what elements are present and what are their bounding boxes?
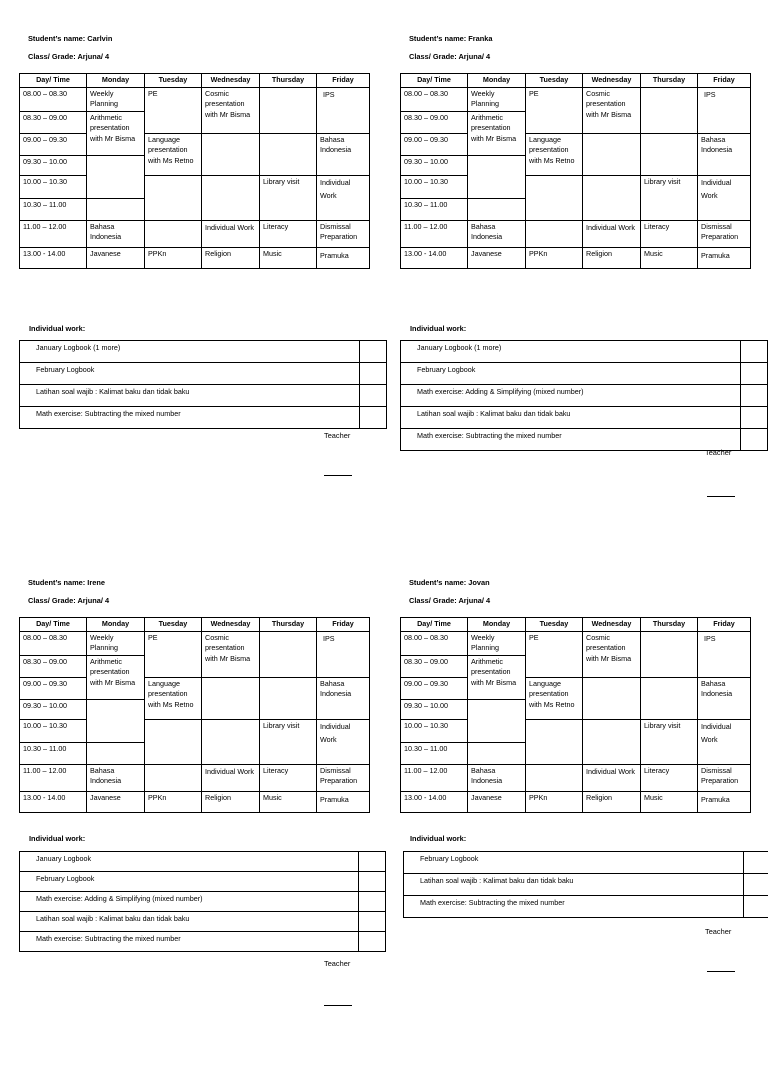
monday-cell <box>468 742 526 764</box>
work-item-row <box>401 341 768 363</box>
wednesday-cell: Religion <box>583 247 641 268</box>
teacher-label: Teacher <box>324 959 350 968</box>
work-item-row <box>401 385 768 407</box>
time-slot: 09.30 – 10.00 <box>401 155 468 175</box>
col-header-thursday: Thursday <box>641 618 698 632</box>
wednesday-cell: Individual Work <box>202 220 260 247</box>
class-grade-label: Class/ Grade: <box>409 52 458 61</box>
friday-cell: Dismissal Preparation <box>317 764 370 791</box>
work-item-checkbox[interactable] <box>360 341 387 363</box>
student-name-label: Student’s name: <box>28 34 87 43</box>
time-slot: 10.00 – 10.30 <box>20 719 87 742</box>
tuesday-cell: PPKn <box>526 791 583 812</box>
time-slot: 09.30 – 10.00 <box>401 699 468 719</box>
col-header-monday: Monday <box>468 74 526 88</box>
work-item-checkbox[interactable] <box>741 363 768 385</box>
monday-cell: Bahasa Indonesia <box>87 764 145 791</box>
schedule-row <box>401 677 751 699</box>
time-slot: 10.30 – 11.00 <box>20 742 87 764</box>
work-item-row <box>401 363 768 385</box>
time-slot: 11.00 – 12.00 <box>20 764 87 791</box>
work-item-checkbox[interactable] <box>744 852 768 874</box>
tuesday-cell <box>526 719 583 764</box>
schedule-row <box>401 791 751 812</box>
col-header-day-time: Day/ Time <box>401 74 468 88</box>
schedule-row <box>20 677 370 699</box>
teacher-signature-line <box>324 475 352 476</box>
work-item-row <box>20 892 386 912</box>
time-slot: 13.00 - 14.00 <box>401 247 468 268</box>
work-item-label: Math exercise: Subtracting the mixed number <box>20 932 359 952</box>
work-item-checkbox[interactable] <box>359 912 386 932</box>
time-slot: 10.00 – 10.30 <box>401 719 468 742</box>
friday-cell: Pramuka <box>698 791 751 812</box>
monday-cell: Bahasa Indonesia <box>468 220 526 247</box>
friday-cell: Dismissal Preparation <box>698 220 751 247</box>
tuesday-cell: Language presentation with Ms Retno <box>145 133 202 175</box>
work-item-checkbox[interactable] <box>360 363 387 385</box>
col-header-wednesday: Wednesday <box>583 74 641 88</box>
schedule-row <box>401 88 751 112</box>
schedule-row <box>20 719 370 742</box>
weekly-schedule-table <box>400 617 751 813</box>
friday-cell: Bahasa Indonesia <box>317 677 370 719</box>
student-name-line <box>28 578 105 587</box>
work-item-label: January Logbook (1 more) <box>401 341 741 363</box>
schedule-row <box>20 175 370 198</box>
wednesday-cell: Religion <box>202 791 260 812</box>
friday-cell: Pramuka <box>317 791 370 812</box>
work-item-label: Math exercise: Adding & Simplifying (mixed number) <box>401 385 741 407</box>
student-card <box>400 34 768 524</box>
individual-work-table <box>19 851 386 952</box>
class-grade-line <box>28 52 109 61</box>
weekly-schedule-table <box>19 617 370 813</box>
thursday-cell: Music <box>641 791 698 812</box>
schedule-header-row <box>401 74 751 88</box>
work-item-row <box>20 341 387 363</box>
friday-cell: IPS <box>698 88 751 134</box>
wednesday-cell: Cosmic presentation with Mr Bisma <box>202 632 260 678</box>
schedule-row <box>401 632 751 656</box>
schedule-row <box>401 175 751 198</box>
friday-cell: Individual Work <box>317 719 370 764</box>
monday-cell <box>87 198 145 220</box>
time-slot: 09.30 – 10.00 <box>20 699 87 719</box>
schedule-row <box>20 764 370 791</box>
monday-cell: Arithmetic presentation with Mr Bisma <box>87 655 145 699</box>
col-header-monday: Monday <box>468 618 526 632</box>
thursday-cell: Library visit <box>260 175 317 220</box>
schedule-row <box>20 88 370 112</box>
tuesday-cell: PE <box>526 88 583 134</box>
class-grade-line <box>28 596 109 605</box>
class-grade: Arjuna/ 4 <box>458 52 490 61</box>
col-header-friday: Friday <box>698 74 751 88</box>
time-slot: 08.30 – 09.00 <box>20 655 87 677</box>
thursday-cell <box>260 133 317 175</box>
time-slot: 10.00 – 10.30 <box>401 175 468 198</box>
monday-cell: Arithmetic presentation with Mr Bisma <box>468 111 526 155</box>
thursday-cell <box>641 88 698 134</box>
col-header-friday: Friday <box>698 618 751 632</box>
student-name-line <box>409 34 493 43</box>
work-item-checkbox[interactable] <box>360 407 387 429</box>
thursday-cell: Literacy <box>641 764 698 791</box>
time-slot: 09.30 – 10.00 <box>20 155 87 175</box>
class-grade-line <box>409 52 490 61</box>
thursday-cell: Literacy <box>641 220 698 247</box>
schedule-header-row <box>401 618 751 632</box>
col-header-friday: Friday <box>317 74 370 88</box>
work-item-label: Latihan soal wajib : Kalimat baku dan tidak baku <box>401 407 741 429</box>
schedule-row <box>401 764 751 791</box>
col-header-thursday: Thursday <box>260 618 317 632</box>
friday-cell: Individual Work <box>698 175 751 220</box>
monday-cell: Javanese <box>468 247 526 268</box>
work-item-checkbox[interactable] <box>741 385 768 407</box>
col-header-tuesday: Tuesday <box>526 618 583 632</box>
teacher-signature-line <box>707 971 735 972</box>
tuesday-cell: PE <box>145 88 202 134</box>
wednesday-cell <box>202 175 260 220</box>
friday-cell: Pramuka <box>698 247 751 268</box>
work-item-checkbox[interactable] <box>741 407 768 429</box>
time-slot: 13.00 - 14.00 <box>401 791 468 812</box>
wednesday-cell: Individual Work <box>202 764 260 791</box>
monday-cell <box>468 155 526 198</box>
friday-cell: Bahasa Indonesia <box>698 677 751 719</box>
friday-cell: Individual Work <box>317 175 370 220</box>
monday-cell <box>87 742 145 764</box>
monday-cell: Weekly Planning <box>87 632 145 656</box>
student-name-label: Student’s name: <box>28 578 87 587</box>
work-item-row <box>404 874 768 896</box>
time-slot: 11.00 – 12.00 <box>401 764 468 791</box>
col-header-wednesday: Wednesday <box>583 618 641 632</box>
work-item-label: January Logbook (1 more) <box>20 341 360 363</box>
student-name: Carlvin <box>87 34 112 43</box>
wednesday-cell <box>202 719 260 764</box>
work-item-checkbox[interactable] <box>359 872 386 892</box>
work-item-row <box>404 896 768 918</box>
schedule-row <box>401 719 751 742</box>
tuesday-cell <box>145 175 202 220</box>
thursday-cell: Literacy <box>260 764 317 791</box>
student-name: Jovan <box>468 578 489 587</box>
monday-cell: Javanese <box>87 247 145 268</box>
monday-cell: Weekly Planning <box>468 632 526 656</box>
schedule-header-row <box>20 74 370 88</box>
time-slot: 09.00 – 09.30 <box>20 677 87 699</box>
schedule-row <box>20 632 370 656</box>
wednesday-cell: Cosmic presentation with Mr Bisma <box>583 632 641 678</box>
tuesday-cell: Language presentation with Ms Retno <box>145 677 202 719</box>
individual-work-title: Individual work: <box>29 324 85 333</box>
schedule-row <box>401 133 751 155</box>
work-item-label: February Logbook <box>20 363 360 385</box>
work-item-label: Math exercise: Subtracting the mixed number <box>20 407 360 429</box>
time-slot: 10.30 – 11.00 <box>20 198 87 220</box>
schedule-row <box>20 220 370 247</box>
friday-cell: Dismissal Preparation <box>317 220 370 247</box>
monday-cell <box>468 699 526 742</box>
wednesday-cell: Religion <box>202 247 260 268</box>
monday-cell: Arithmetic presentation with Mr Bisma <box>468 655 526 699</box>
monday-cell: Weekly Planning <box>468 88 526 112</box>
individual-work-title: Individual work: <box>410 324 466 333</box>
student-name-line <box>28 34 112 43</box>
work-item-checkbox[interactable] <box>359 852 386 872</box>
thursday-cell <box>260 677 317 719</box>
work-item-label: Latihan soal wajib : Kalimat baku dan tidak baku <box>404 874 744 896</box>
time-slot: 08.30 – 09.00 <box>401 655 468 677</box>
student-name-label: Student’s name: <box>409 34 468 43</box>
friday-cell: Pramuka <box>317 247 370 268</box>
wednesday-cell <box>202 133 260 175</box>
class-grade-label: Class/ Grade: <box>409 596 458 605</box>
friday-cell: Dismissal Preparation <box>698 764 751 791</box>
time-slot: 13.00 - 14.00 <box>20 791 87 812</box>
work-item-checkbox[interactable] <box>359 892 386 912</box>
col-header-friday: Friday <box>317 618 370 632</box>
time-slot: 08.00 – 08.30 <box>401 632 468 656</box>
work-item-row <box>20 363 387 385</box>
tuesday-cell <box>145 719 202 764</box>
col-header-wednesday: Wednesday <box>202 618 260 632</box>
time-slot: 08.30 – 09.00 <box>401 111 468 133</box>
student-card <box>19 34 389 524</box>
monday-cell <box>468 198 526 220</box>
work-item-label: Latihan soal wajib : Kalimat baku dan tidak baku <box>20 385 360 407</box>
work-item-checkbox[interactable] <box>360 385 387 407</box>
work-item-checkbox[interactable] <box>744 896 768 918</box>
wednesday-cell: Individual Work <box>583 764 641 791</box>
time-slot: 09.00 – 09.30 <box>401 677 468 699</box>
thursday-cell <box>641 133 698 175</box>
wednesday-cell: Religion <box>583 791 641 812</box>
time-slot: 09.00 – 09.30 <box>20 133 87 155</box>
col-header-thursday: Thursday <box>641 74 698 88</box>
class-grade: Arjuna/ 4 <box>458 596 490 605</box>
individual-work-table <box>400 340 768 451</box>
tuesday-cell: PPKn <box>145 247 202 268</box>
work-item-row <box>20 407 387 429</box>
student-card <box>19 578 389 1068</box>
schedule-row <box>20 247 370 268</box>
work-item-row <box>20 872 386 892</box>
class-grade-label: Class/ Grade: <box>28 596 77 605</box>
col-header-tuesday: Tuesday <box>526 74 583 88</box>
student-card <box>400 578 768 1068</box>
col-header-monday: Monday <box>87 74 145 88</box>
wednesday-cell: Cosmic presentation with Mr Bisma <box>202 88 260 134</box>
teacher-signature-line <box>707 496 735 497</box>
work-item-label: Latihan soal wajib : Kalimat baku dan tidak baku <box>20 912 359 932</box>
time-slot: 10.30 – 11.00 <box>401 198 468 220</box>
work-item-label: February Logbook <box>401 363 741 385</box>
tuesday-cell <box>526 764 583 791</box>
time-slot: 08.00 – 08.30 <box>20 88 87 112</box>
friday-cell: IPS <box>317 632 370 678</box>
work-item-label: January Logbook <box>20 852 359 872</box>
thursday-cell <box>641 677 698 719</box>
teacher-label: Teacher <box>705 448 731 457</box>
individual-work-table <box>403 851 768 918</box>
time-slot: 13.00 - 14.00 <box>20 247 87 268</box>
class-grade-line <box>409 596 490 605</box>
thursday-cell: Library visit <box>641 175 698 220</box>
time-slot: 11.00 – 12.00 <box>20 220 87 247</box>
wednesday-cell <box>583 719 641 764</box>
col-header-day-time: Day/ Time <box>401 618 468 632</box>
thursday-cell: Music <box>260 791 317 812</box>
time-slot: 11.00 – 12.00 <box>401 220 468 247</box>
tuesday-cell: Language presentation with Ms Retno <box>526 677 583 719</box>
monday-cell: Arithmetic presentation with Mr Bisma <box>87 111 145 155</box>
col-header-tuesday: Tuesday <box>145 74 202 88</box>
work-item-label: February Logbook <box>404 852 744 874</box>
weekly-schedule-table <box>19 73 370 269</box>
friday-cell: IPS <box>317 88 370 134</box>
col-header-thursday: Thursday <box>260 74 317 88</box>
teacher-signature-line <box>324 1005 352 1006</box>
student-name-label: Student’s name: <box>409 578 468 587</box>
work-item-checkbox[interactable] <box>359 932 386 952</box>
work-item-checkbox[interactable] <box>744 874 768 896</box>
friday-cell: IPS <box>698 632 751 678</box>
work-item-label: Math exercise: Subtracting the mixed number <box>404 896 744 918</box>
class-grade: Arjuna/ 4 <box>77 596 109 605</box>
col-header-tuesday: Tuesday <box>145 618 202 632</box>
monday-cell: Weekly Planning <box>87 88 145 112</box>
work-item-row <box>20 385 387 407</box>
tuesday-cell: PE <box>145 632 202 678</box>
col-header-monday: Monday <box>87 618 145 632</box>
weekly-schedule-table <box>400 73 751 269</box>
tuesday-cell: PE <box>526 632 583 678</box>
schedule-row <box>401 247 751 268</box>
friday-cell: Bahasa Indonesia <box>698 133 751 175</box>
thursday-cell: Library visit <box>260 719 317 764</box>
individual-work-title: Individual work: <box>410 834 466 843</box>
work-item-label: Math exercise: Adding & Simplifying (mixed number) <box>20 892 359 912</box>
thursday-cell: Library visit <box>641 719 698 764</box>
student-name: Irene <box>87 578 105 587</box>
thursday-cell: Music <box>260 247 317 268</box>
wednesday-cell <box>583 133 641 175</box>
time-slot: 08.30 – 09.00 <box>20 111 87 133</box>
student-name: Franka <box>468 34 492 43</box>
tuesday-cell <box>145 220 202 247</box>
thursday-cell: Literacy <box>260 220 317 247</box>
tuesday-cell: Language presentation with Ms Retno <box>526 133 583 175</box>
thursday-cell <box>260 88 317 134</box>
time-slot: 10.00 – 10.30 <box>20 175 87 198</box>
individual-work-title: Individual work: <box>29 834 85 843</box>
time-slot: 08.00 – 08.30 <box>20 632 87 656</box>
monday-cell <box>87 699 145 742</box>
monday-cell <box>87 155 145 198</box>
wednesday-cell <box>583 677 641 719</box>
schedule-header-row <box>20 618 370 632</box>
schedule-row <box>20 133 370 155</box>
tuesday-cell <box>526 220 583 247</box>
wednesday-cell <box>583 175 641 220</box>
class-grade-label: Class/ Grade: <box>28 52 77 61</box>
student-name-line <box>409 578 490 587</box>
work-item-row <box>404 852 768 874</box>
time-slot: 09.00 – 09.30 <box>401 133 468 155</box>
work-item-row <box>401 407 768 429</box>
monday-cell: Bahasa Indonesia <box>468 764 526 791</box>
thursday-cell <box>260 632 317 678</box>
class-grade: Arjuna/ 4 <box>77 52 109 61</box>
teacher-label: Teacher <box>705 927 731 936</box>
tuesday-cell <box>526 175 583 220</box>
col-header-day-time: Day/ Time <box>20 618 87 632</box>
teacher-label: Teacher <box>324 431 350 440</box>
thursday-cell: Music <box>641 247 698 268</box>
friday-cell: Bahasa Indonesia <box>317 133 370 175</box>
work-item-checkbox[interactable] <box>741 429 768 451</box>
col-header-wednesday: Wednesday <box>202 74 260 88</box>
schedule-row <box>401 220 751 247</box>
thursday-cell <box>641 632 698 678</box>
time-slot: 08.00 – 08.30 <box>401 88 468 112</box>
schedule-row <box>20 791 370 812</box>
time-slot: 10.30 – 11.00 <box>401 742 468 764</box>
col-header-day-time: Day/ Time <box>20 74 87 88</box>
work-item-row <box>20 912 386 932</box>
tuesday-cell <box>145 764 202 791</box>
wednesday-cell: Cosmic presentation with Mr Bisma <box>583 88 641 134</box>
wednesday-cell: Individual Work <box>583 220 641 247</box>
tuesday-cell: PPKn <box>145 791 202 812</box>
work-item-label: Math exercise: Subtracting the mixed number <box>401 429 741 451</box>
wednesday-cell <box>202 677 260 719</box>
work-item-label: February Logbook <box>20 872 359 892</box>
work-item-row <box>20 852 386 872</box>
monday-cell: Javanese <box>87 791 145 812</box>
monday-cell: Javanese <box>468 791 526 812</box>
individual-work-table <box>19 340 387 429</box>
tuesday-cell: PPKn <box>526 247 583 268</box>
monday-cell: Bahasa Indonesia <box>87 220 145 247</box>
friday-cell: Individual Work <box>698 719 751 764</box>
work-item-row <box>20 932 386 952</box>
work-item-checkbox[interactable] <box>741 341 768 363</box>
